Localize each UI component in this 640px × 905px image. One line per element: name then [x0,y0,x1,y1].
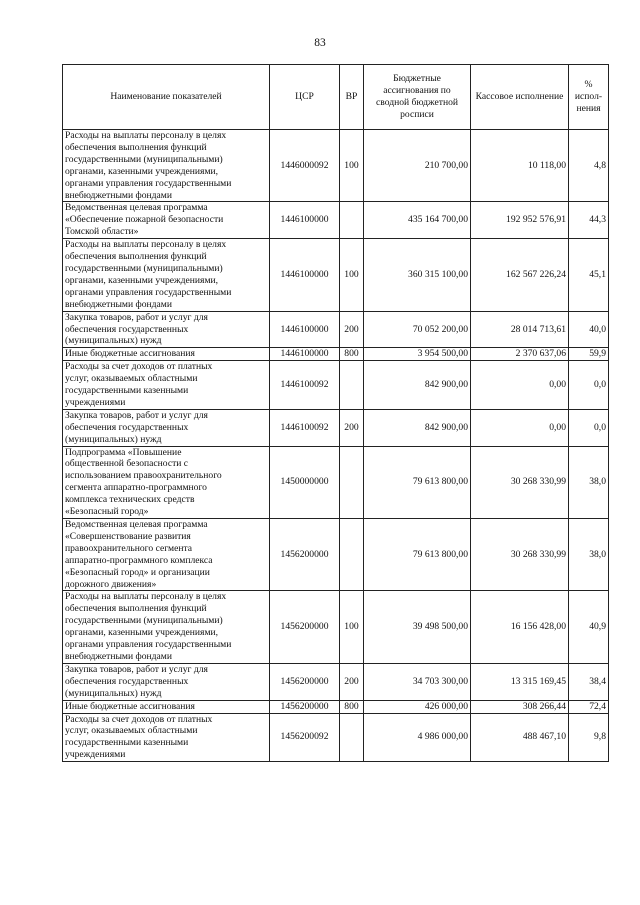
row-percent: 0,0 [569,409,609,446]
page-number: 83 [314,37,326,49]
row-name: Подпрограмма «Повышение общественной безопасности с использованием правоохранительного сегмента аппаратно-программного комплекса технических средств «Безопасный город» [63,446,270,518]
row-name: Расходы на выплаты персоналу в целях обеспечения выполнения функций государственными (муниципальными) органами, казенными учреждениями, органами управления государственными внебюджетными фондами [63,239,270,311]
row-name: Закупка товаров, работ и услуг для обеспечения государственных (муниципальных) нужд [63,311,270,348]
header-vr: ВР [340,65,364,130]
row-assignments: 39 498 500,00 [364,591,471,663]
row-vr: 800 [340,348,364,361]
row-execution: 13 315 169,45 [471,663,569,700]
row-csr: 1446100092 [270,409,340,446]
row-assignments: 842 900,00 [364,361,471,410]
row-execution: 0,00 [471,409,569,446]
row-csr: 1456200000 [270,519,340,591]
row-vr [340,713,364,762]
header-percent: % испол-нения [569,65,609,130]
row-assignments: 34 703 300,00 [364,663,471,700]
table-row [63,519,609,591]
row-vr [340,202,364,239]
row-assignments: 79 613 800,00 [364,446,471,518]
row-name: Закупка товаров, работ и услуг для обеспечения государственных (муниципальных) нужд [63,663,270,700]
table-row [63,202,609,239]
table-row [63,239,609,311]
row-execution: 2 370 637,06 [471,348,569,361]
row-execution: 0,00 [471,361,569,410]
row-vr [340,446,364,518]
row-percent: 45,1 [569,239,609,311]
table-row [63,311,609,348]
row-assignments: 79 613 800,00 [364,519,471,591]
row-vr: 200 [340,663,364,700]
header-execution: Кассовое исполнение [471,65,569,130]
row-execution: 30 268 330,99 [471,446,569,518]
row-assignments: 210 700,00 [364,130,471,202]
row-percent: 0,0 [569,361,609,410]
row-execution: 308 266,44 [471,700,569,713]
row-assignments: 360 315 100,00 [364,239,471,311]
row-vr: 100 [340,239,364,311]
row-vr [340,519,364,591]
row-csr: 1446100000 [270,202,340,239]
row-vr: 100 [340,591,364,663]
row-percent: 40,0 [569,311,609,348]
row-percent: 38,0 [569,519,609,591]
row-execution: 192 952 576,91 [471,202,569,239]
row-vr: 800 [340,700,364,713]
row-name: Ведомственная целевая программа «Совершенствование развития правоохранительного сегмента аппаратно-программного комплекса «Безопасный город» и организации дорожного движения» [63,519,270,591]
row-assignments: 426 000,00 [364,700,471,713]
row-assignments: 842 900,00 [364,409,471,446]
row-execution: 30 268 330,99 [471,519,569,591]
row-csr: 1446100000 [270,311,340,348]
row-name: Расходы на выплаты персоналу в целях обеспечения выполнения функций государственными (муниципальными) органами, казенными учреждениями, органами управления государственными внебюджетными фондами [63,591,270,663]
row-name: Расходы за счет доходов от платных услуг, оказываемых областными государственными казенными учреждениями [63,361,270,410]
row-assignments: 4 986 000,00 [364,713,471,762]
row-assignments: 3 954 500,00 [364,348,471,361]
row-percent: 59,9 [569,348,609,361]
row-vr: 200 [340,409,364,446]
row-name: Расходы на выплаты персоналу в целях обеспечения выполнения функций государственными (муниципальными) органами, казенными учреждениями, органами управления государственными внебюджетными фондами [63,130,270,202]
row-vr [340,361,364,410]
table-row [63,700,609,713]
row-percent: 38,4 [569,663,609,700]
row-percent: 44,3 [569,202,609,239]
row-percent: 40,9 [569,591,609,663]
row-vr: 200 [340,311,364,348]
row-vr: 100 [340,130,364,202]
row-csr: 1456200000 [270,700,340,713]
table-row [63,446,609,518]
row-name: Иные бюджетные ассигнования [63,348,270,361]
table-row [63,713,609,762]
row-percent: 9,8 [569,713,609,762]
row-execution: 16 156 428,00 [471,591,569,663]
row-name: Расходы за счет доходов от платных услуг, оказываемых областными государственными казенными учреждениями [63,713,270,762]
header-csr: ЦСР [270,65,340,130]
row-csr: 1446000092 [270,130,340,202]
header-name: Наименование показателей [63,65,270,130]
row-execution: 28 014 713,61 [471,311,569,348]
row-percent: 4,8 [569,130,609,202]
row-name: Закупка товаров, работ и услуг для обеспечения государственных (муниципальных) нужд [63,409,270,446]
row-csr: 1450000000 [270,446,340,518]
row-execution: 162 567 226,24 [471,239,569,311]
table-row [63,663,609,700]
row-csr: 1446100000 [270,239,340,311]
row-csr: 1456200000 [270,663,340,700]
budget-execution-table [62,64,609,762]
row-execution: 10 118,00 [471,130,569,202]
row-name: Ведомственная целевая программа «Обеспечение пожарной безопасности Томской области» [63,202,270,239]
row-assignments: 435 164 700,00 [364,202,471,239]
header-assignments: Бюджетные ассигнования по сводной бюджетной росписи [364,65,471,130]
table-row [63,348,609,361]
table-row [63,130,609,202]
row-csr: 1456200000 [270,591,340,663]
row-percent: 72,4 [569,700,609,713]
header-row [63,65,609,130]
table-row [63,591,609,663]
row-assignments: 70 052 200,00 [364,311,471,348]
table-body [63,130,609,762]
row-percent: 38,0 [569,446,609,518]
table-row [63,409,609,446]
row-csr: 1456200092 [270,713,340,762]
table-row [63,361,609,410]
row-execution: 488 467,10 [471,713,569,762]
row-csr: 1446100092 [270,361,340,410]
row-csr: 1446100000 [270,348,340,361]
row-name: Иные бюджетные ассигнования [63,700,270,713]
